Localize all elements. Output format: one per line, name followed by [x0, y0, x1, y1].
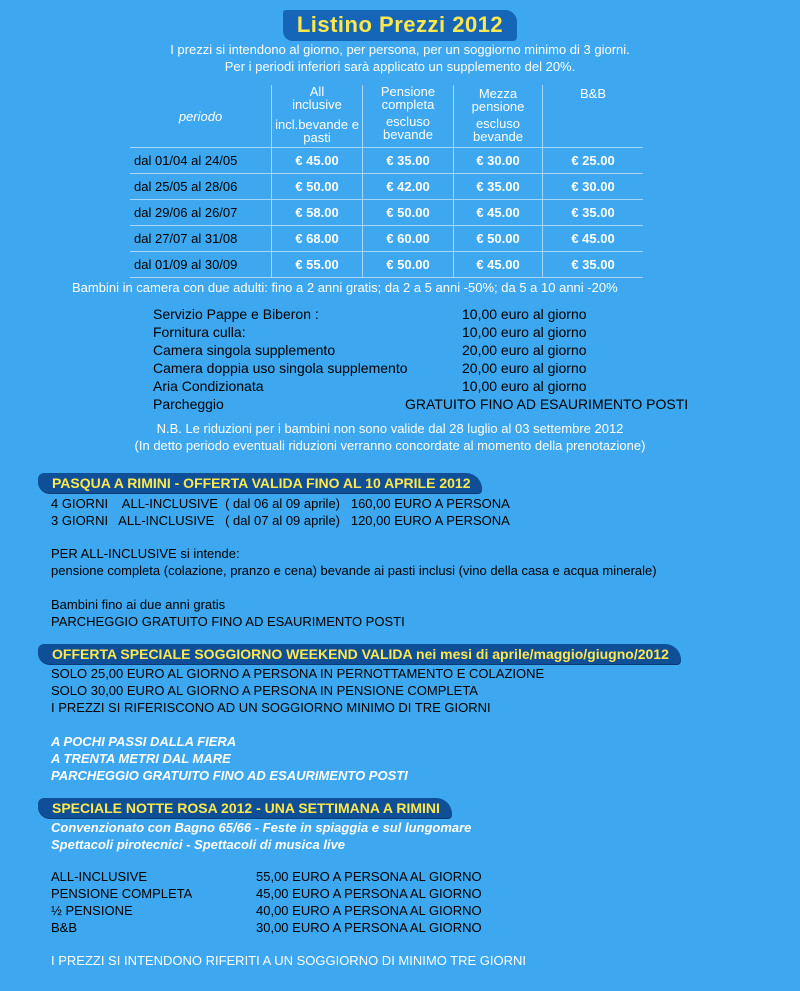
period-cell: dal 27/07 al 31/08	[130, 226, 272, 252]
price-cell: € 68.00	[272, 226, 363, 252]
weekend-banner: OFFERTA SPECIALE SOGGIORNO WEEKEND VALIDA nei mesi di aprile/maggio/giugno/2012	[38, 644, 681, 664]
service-label: Aria Condizionata	[153, 378, 264, 394]
title-wrap	[0, 10, 800, 41]
service-value: 10,00 euro al giorno	[462, 306, 587, 322]
service-row	[153, 341, 733, 359]
highlight-line: A POCHI PASSI DALLA FIERA	[51, 734, 237, 749]
subtitle-line: Spettacoli pirotecnici - Spettacoli di musica live	[51, 837, 346, 852]
col-header-pensione-completa	[363, 85, 454, 148]
price-cell: € 50.00	[363, 252, 454, 278]
price-cell: € 35.00	[363, 148, 454, 174]
price-cell: € 45.00	[454, 252, 543, 278]
definition-text: pensione completa (colazione, pranzo e cena) bevande ai pasti inclusi (vino della casa e acqua minerale)	[51, 563, 657, 578]
price-table-header	[130, 85, 643, 148]
col-name: B&B	[579, 86, 606, 101]
nb-line: N.B. Le riduzioni per i bambini non sono valide dal 28 luglio al 03 settembre 2012	[156, 421, 624, 436]
periodo-header: periodo	[178, 108, 223, 124]
pasqua-banner: PASQUA A RIMINI - OFFERTA VALIDA FINO AL 10 APRILE 2012	[38, 473, 482, 493]
package-label: B&B	[51, 920, 78, 935]
service-label: Camera singola supplemento	[153, 342, 336, 358]
price-table	[130, 85, 643, 278]
service-row	[153, 377, 733, 395]
service-row	[153, 305, 733, 323]
price-cell: € 45.00	[272, 148, 363, 174]
pasqua-extras	[51, 596, 405, 630]
notte-rosa-prices	[51, 868, 571, 936]
list-item	[51, 885, 571, 902]
period-cell: dal 29/06 al 26/07	[130, 200, 272, 226]
price-cell: € 35.00	[454, 174, 543, 200]
period-cell: dal 01/04 al 24/05	[130, 148, 272, 174]
pasqua-offers	[51, 495, 510, 529]
price-cell: € 35.00	[543, 200, 644, 226]
price-cell: € 35.00	[543, 252, 644, 278]
price-cell: € 25.00	[543, 148, 644, 174]
col-name: Mezza pensione	[471, 86, 525, 114]
pasqua-definition	[51, 545, 657, 579]
col-header-mezza-pensione	[454, 85, 543, 148]
weekend-offers	[51, 665, 544, 716]
table-row	[130, 226, 643, 252]
highlight-line: PARCHEGGIO GRATUITO FINO AD ESAURIMENTO POSTI	[51, 768, 408, 783]
package-price: 30,00 EURO A PERSONA AL GIORNO	[256, 920, 482, 935]
col-sub: escluso bevande	[383, 114, 433, 142]
package-label: PENSIONE COMPLETA	[51, 886, 193, 901]
definition-title: PER ALL-INCLUSIVE si intende:	[51, 546, 240, 561]
package-label: ½ PENSIONE	[51, 903, 133, 918]
package-price: 45,00 EURO A PERSONA AL GIORNO	[256, 886, 482, 901]
package-price: 40,00 EURO A PERSONA AL GIORNO	[256, 903, 482, 918]
price-cell: € 42.00	[363, 174, 454, 200]
notte-rosa-banner: SPECIALE NOTTE ROSA 2012 - UNA SETTIMANA A RIMINI	[38, 798, 452, 818]
service-value: 10,00 euro al giorno	[462, 324, 587, 340]
highlight-line: A TRENTA METRI DAL MARE	[51, 751, 231, 766]
pasqua-offer-line: 4 GIORNI ALL-INCLUSIVE ( dal 06 al 09 aprile) 160,00 EURO A PERSONA	[51, 496, 510, 511]
price-cell: € 30.00	[543, 174, 644, 200]
children-note: Bambini in camera con due adulti: fino a 2 anni gratis; da 2 a 5 anni -50%; da 5 a 10 anni -20%	[72, 280, 618, 295]
price-cell: € 50.00	[363, 200, 454, 226]
price-cell: € 60.00	[363, 226, 454, 252]
service-value: GRATUITO FINO AD ESAURIMENTO POSTI	[405, 396, 689, 412]
service-row	[153, 359, 733, 377]
price-cell: € 58.00	[272, 200, 363, 226]
package-label: ALL-INCLUSIVE	[51, 869, 148, 884]
col-name: All inclusive	[292, 84, 342, 112]
notte-rosa-footer: I PREZZI SI INTENDONO RIFERITI A UN SOGGIORNO DI MINIMO TRE GIORNI	[51, 953, 527, 968]
price-cell: € 55.00	[272, 252, 363, 278]
price-cell: € 50.00	[454, 226, 543, 252]
table-row	[130, 148, 643, 174]
intro-text	[0, 41, 800, 75]
service-row	[153, 395, 733, 413]
subtitle-line: Convenzionato con Bagno 65/66 - Feste in spiaggia e sul lungomare	[51, 820, 472, 835]
col-header-all-inclusive	[272, 85, 363, 148]
service-value: 20,00 euro al giorno	[462, 360, 587, 376]
col-header-bb	[543, 85, 644, 148]
intro-line: Per i periodi inferiori sarà applicato un supplemento del 20%.	[224, 59, 576, 74]
list-item	[51, 902, 571, 919]
services-list	[153, 305, 733, 413]
service-value: 10,00 euro al giorno	[462, 378, 587, 394]
service-label: Fornitura culla:	[153, 324, 246, 340]
price-cell: € 45.00	[543, 226, 644, 252]
period-cell: dal 25/05 al 28/06	[130, 174, 272, 200]
kids-note: Bambini fino ai due anni gratis	[51, 597, 226, 612]
weekend-highlights	[51, 733, 408, 784]
list-item	[51, 919, 571, 936]
service-value: 20,00 euro al giorno	[462, 342, 587, 358]
weekend-line: SOLO 25,00 EURO AL GIORNO A PERSONA IN PERNOTTAMENTO E COLAZIONE	[51, 666, 545, 681]
service-label: Camera doppia uso singola supplemento	[153, 360, 408, 376]
service-label: Servizio Pappe e Biberon :	[153, 306, 319, 322]
page-title: Listino Prezzi 2012	[283, 10, 517, 41]
col-name: Pensione completa	[380, 84, 436, 112]
col-sub: incl.bevande e pasti	[275, 117, 359, 145]
table-row	[130, 252, 643, 278]
period-cell: dal 01/09 al 30/09	[130, 252, 272, 278]
service-label: Parcheggio	[153, 396, 224, 412]
nb-line: (In detto periodo eventuali riduzioni verranno concordate al momento della prenotazione)	[134, 438, 646, 453]
price-cell: € 30.00	[454, 148, 543, 174]
nb-note	[0, 420, 780, 454]
table-row	[130, 200, 643, 226]
pasqua-offer-line: 3 GIORNI ALL-INCLUSIVE ( dal 07 al 09 aprile) 120,00 EURO A PERSONA	[51, 513, 510, 528]
weekend-line: SOLO 30,00 EURO AL GIORNO A PERSONA IN PENSIONE COMPLETA	[51, 683, 478, 698]
notte-rosa-subtitle	[51, 819, 471, 853]
col-sub: escluso bevande	[473, 116, 523, 144]
weekend-line: I PREZZI SI RIFERISCONO AD UN SOGGIORNO MINIMO DI TRE GIORNI	[51, 700, 491, 715]
service-row	[153, 323, 733, 341]
parking-note: PARCHEGGIO GRATUITO FINO AD ESAURIMENTO POSTI	[51, 614, 405, 629]
intro-line: I prezzi si intendono al giorno, per persona, per un soggiorno minimo di 3 giorni.	[170, 42, 630, 57]
price-cell: € 45.00	[454, 200, 543, 226]
list-item	[51, 868, 571, 885]
package-price: 55,00 EURO A PERSONA AL GIORNO	[256, 869, 482, 884]
price-cell: € 50.00	[272, 174, 363, 200]
table-row	[130, 174, 643, 200]
